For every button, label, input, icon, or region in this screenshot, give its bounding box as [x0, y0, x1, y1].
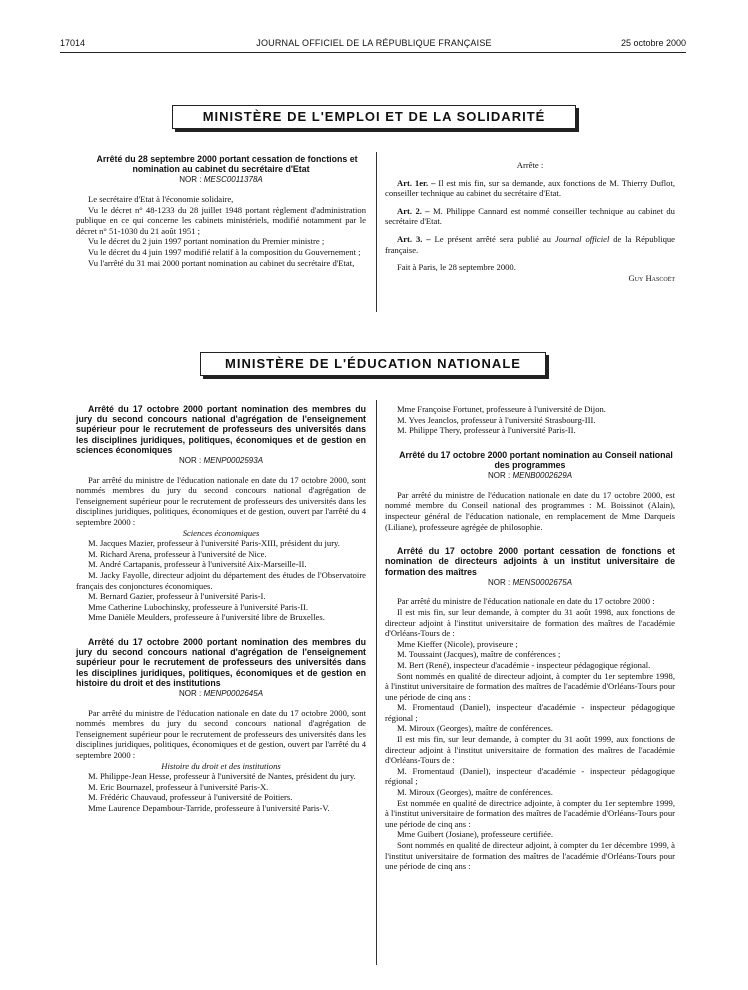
- jury-member: Mme Françoise Fortunet, professeure à l'université de Dijon.: [397, 404, 606, 414]
- jury-member: Mme Laurence Depambour-Tarride, professeure à l'université Paris-V.: [88, 802, 330, 813]
- arrete-cabinet-left: [76, 154, 366, 268]
- jury-member: M. Jacky Fayolle, directeur adjoint du département des études de l'Observatoire français des conjonctures économiques.: [76, 569, 366, 591]
- jury-member: M. Frédéric Chauvaud, professeur à l'université de Poitiers.: [88, 792, 293, 803]
- paragraph: Sont nommés en qualité de directeur adjoint, à compter du 1er septembre 1998, à l'institut universitaire de formation des maîtres de l'académie d'Orléans-Tours pour une période de cinq ans :: [385, 670, 675, 702]
- jury-member: M. Richard Arena, professeur à l'université de Nice.: [88, 548, 267, 559]
- left-column: [76, 404, 366, 813]
- jury-member: Mme Danièle Meulders, professeure à l'université libre de Bruxelles.: [88, 612, 325, 623]
- nor-reference: NOR : MENB0002629A: [487, 471, 573, 481]
- jury-member: M. Eric Bournazel, professeur à l'université Paris-X.: [88, 781, 269, 792]
- article-3: Art. 3. – Le présent arrêté sera publié au Journal officiel de la République française.: [385, 233, 675, 255]
- paragraph: Par arrêté du ministre de l'éducation nationale en date du 17 octobre 2000 :: [397, 596, 655, 607]
- arrete-title: Arrêté du 17 octobre 2000 portant nomination des membres du jury du second concours national d'agrégation de l'enseignement supérieur pour le recrutement de professeurs des universités dans les disciplines juridiques, politiques, économiques et de gestion en sciences économiques: [76, 404, 366, 455]
- jury-member: M. Philippe-Jean Hesse, professeur à l'université de Nantes, président du jury.: [88, 771, 356, 782]
- paragraph: Est nommée en qualité de directrice adjointe, à compter du 1er septembre 1999, à l'institut universitaire de formation des maîtres de l'académie d'Orléans-Tours pour une période de cinq ans :: [385, 797, 675, 829]
- section-heading: Histoire du droit et des institutions: [161, 760, 281, 771]
- paragraph: M. Fromentaud (Daniel), inspecteur d'académie - inspecteur pédagogique régional ;: [385, 765, 675, 787]
- jury-member: M. Yves Jeanclos, professeur à l'université Strasbourg-III.: [397, 414, 596, 425]
- page-number: 17014: [60, 38, 86, 48]
- paragraph: M. Bert (René), inspecteur d'académie - inspecteur pédagogique régional.: [397, 659, 651, 670]
- paragraph: Vu le décret du 2 juin 1997 portant nomination du Premier ministre ;: [88, 236, 325, 247]
- jury-member: M. Jacques Mazier, professeur à l'université Paris-XIII, président du jury.: [88, 538, 340, 549]
- paragraph: M. Miroux (Georges), maître de conférences.: [397, 787, 553, 798]
- paragraph: M. Fromentaud (Daniel), inspecteur d'académie - inspecteur pédagogique régional ;: [385, 702, 675, 723]
- paragraph: Mme Kieffer (Nicole), proviseure ;: [397, 638, 518, 649]
- paragraph: Vu l'arrêté du 31 mai 2000 portant nomination au cabinet du secrétaire d'Etat,: [88, 257, 355, 268]
- arrete-title: Arrêté du 17 octobre 2000 portant cessation de fonctions et nomination de directeurs adjoints à un institut universitaire de formation des maîtres: [385, 546, 675, 577]
- jury-member: Mme Catherine Lubochinsky, professeure à l'université Paris-II.: [88, 601, 309, 612]
- column-divider: [376, 400, 377, 965]
- header-rule: [60, 52, 686, 53]
- paragraph: Il est mis fin, sur leur demande, à compter du 31 août 1999, aux fonctions de directeur adjoint à l'institut universitaire de formation des maîtres de l'académie d'Orléans-Tours de :: [385, 734, 675, 766]
- paragraph: Le secrétaire d'Etat à l'économie solidaire,: [88, 194, 234, 204]
- paragraph: Il est mis fin, sur leur demande, à compter du 31 août 1998, aux fonctions de directeur adjoint à l'institut universitaire de formation des maîtres de l'académie d'Orléans-Tours de :: [385, 606, 675, 639]
- paragraph: Par arrêté du ministre de l'éducation nationale en date du 17 octobre 2000, sont nommés membres du jury du second concours national d'agrégation de l'enseignement supérieur pour le recrutement de professeurs des universités dans les disciplines juridiques, politiques, économiques et de gestion, ouvert par l'arrêté du 4 septembre 2000 :: [76, 474, 366, 527]
- done-at: Fait à Paris, le 28 septembre 2000.: [397, 262, 516, 273]
- ministry-heading-education: MINISTÈRE DE L'ÉDUCATION NATIONALE: [200, 352, 546, 376]
- column-divider: [376, 152, 377, 312]
- arrete-title: Arrêté du 28 septembre 2000 portant cessation de fonctions et nomination au cabinet du secrétaire d'Etat: [96, 154, 358, 175]
- nor-reference: NOR : MENS0002675A: [487, 577, 573, 587]
- arrete-title: Arrêté du 17 octobre 2000 portant nomination des membres du jury du second concours national d'agrégation de l'enseignement supérieur pour le recrutement de professeurs des universités dans les disciplines juridiques, politiques, économiques et de gestion en histoire du droit et des institutions: [76, 636, 366, 688]
- section-heading: Sciences économiques: [182, 527, 260, 538]
- ministry-heading-emploi: MINISTÈRE DE L'EMPLOI ET DE LA SOLIDARITÉ: [172, 105, 576, 129]
- nor-reference: NOR : MENP0002593A: [178, 456, 264, 466]
- arrete-title: Arrêté du 17 octobre 2000 portant nomination au Conseil national des programmes: [399, 449, 673, 470]
- jury-member: M. André Cartapanis, professeur à l'université Aix-Marseille-II.: [88, 559, 307, 570]
- jury-member: M. Bernard Gazier, professeur à l'université Paris-I.: [88, 591, 266, 602]
- paragraph: Par arrêté du ministre de l'éducation nationale en date du 17 octobre 2000, est nommé membre du Conseil national des programmes : M. Boissinot (Alain), inspecteur général de l'éducation nationale, en remplacement de Mme Darqueis (Liliane), professeure agrégée de philosophie.: [385, 489, 675, 532]
- journal-title: JOURNAL OFFICIEL DE LA RÉPUBLIQUE FRANÇAISE: [256, 38, 492, 48]
- paragraph: Vu le décret du 4 juin 1997 modifié relatif à la composition du Gouvernement ;: [88, 246, 361, 257]
- right-column: [385, 404, 675, 872]
- paragraph: M. Toussaint (Jacques), maître de conférences ;: [397, 649, 561, 660]
- paragraph: Par arrêté du ministre de l'éducation nationale en date du 17 octobre 2000, sont nommés membres du jury du second concours national d'agrégation de l'enseignement supérieur pour le recrutement de professeurs des universités dans les disciplines juridiques, politiques, économiques et de gestion, ouvert par l'arrêté du 4 septembre 2000 :: [76, 707, 366, 760]
- signature: Guy Hascoët: [628, 272, 675, 283]
- paragraph: Mme Guibert (Josiane), professeure certifiée.: [397, 829, 554, 840]
- nor-reference: NOR : MESC0011378A: [179, 175, 263, 185]
- jury-member: M. Philippe Thery, professeur à l'université Paris-II.: [397, 425, 576, 436]
- arrete-cabinet-right: [385, 160, 675, 283]
- issue-date: 25 octobre 2000: [620, 38, 686, 48]
- paragraph: M. Miroux (Georges), maître de conférences.: [397, 723, 553, 734]
- arrete-word: Arrête :: [516, 160, 544, 170]
- paragraph: Vu le décret n° 48-1233 du 28 juillet 1948 portant règlement d'administration publique en ce qui concerne les cabinets ministériels, modifié notamment par le décret n° 51-1030 du 21 août 1951 ;: [76, 204, 366, 236]
- article-1: Art. 1er. – Il est mis fin, sur sa demande, aux fonctions de M. Thierry Duflot, conseiller technique au cabinet du secrétaire d'Etat.: [385, 177, 675, 199]
- nor-reference: NOR : MENP0002645A: [178, 688, 264, 698]
- article-2: Art. 2. – M. Philippe Cannard est nommé conseiller technique au cabinet du secrétaire d'Etat.: [385, 205, 675, 227]
- paragraph: Sont nommés en qualité de directeur adjoint, à compter du 1er décembre 1999, à l'institut universitaire de formation des maîtres de l'académie d'Orléans-Tours pour une période de cinq ans :: [385, 840, 675, 872]
